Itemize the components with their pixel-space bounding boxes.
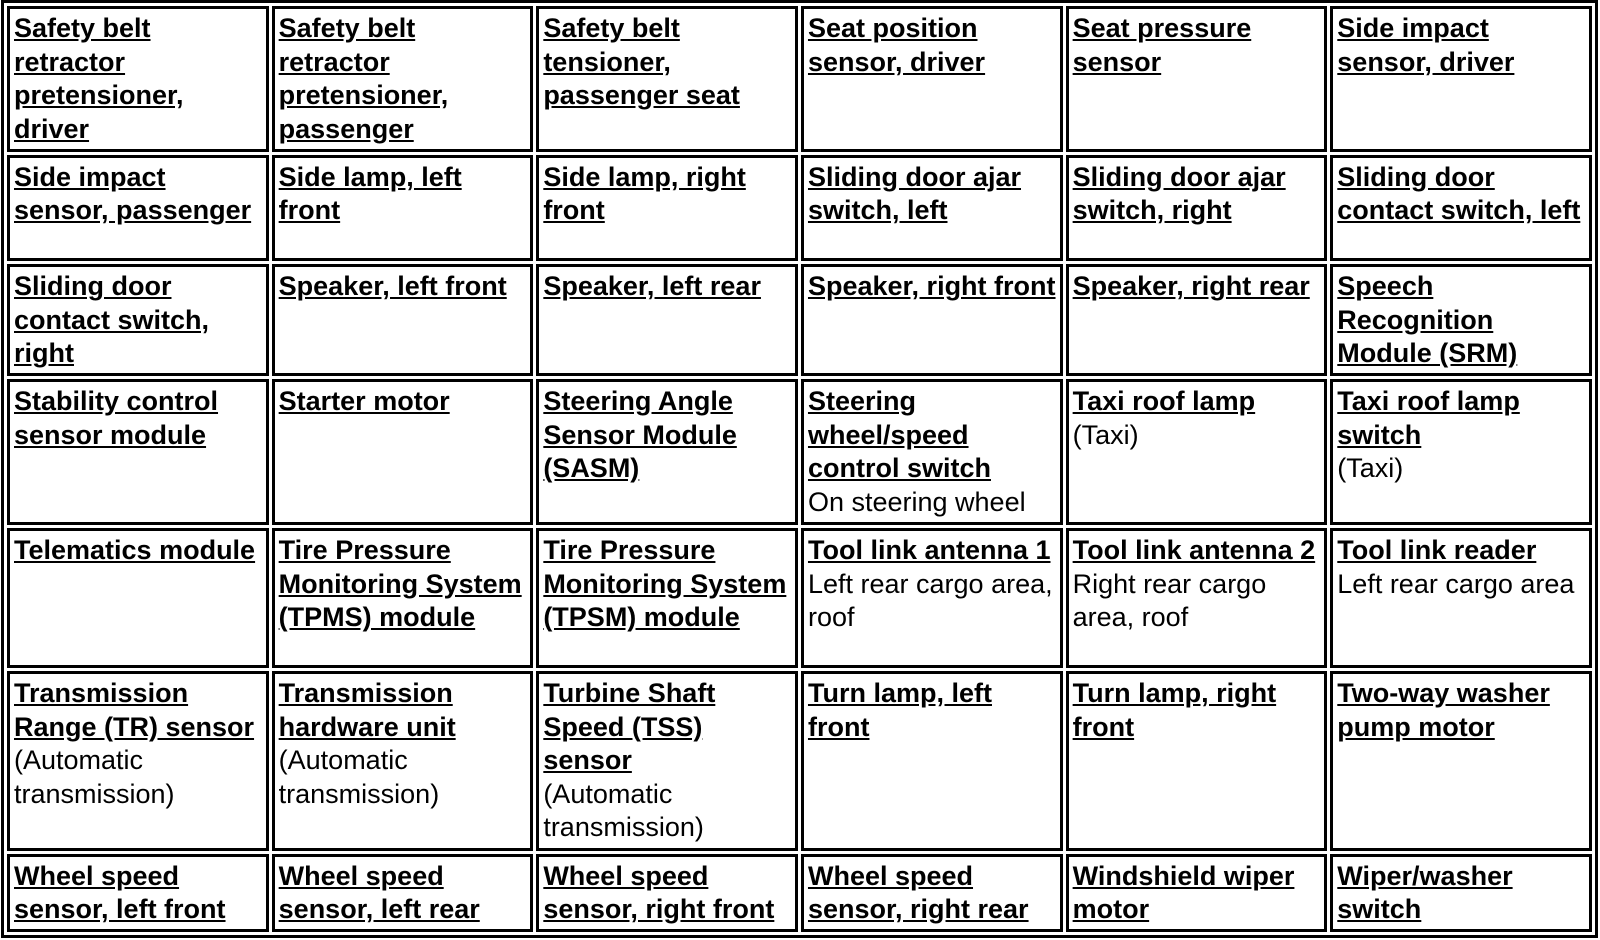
table-cell xyxy=(1330,264,1592,376)
table-cell xyxy=(7,379,269,525)
table-cell xyxy=(272,6,534,152)
table-cell xyxy=(1330,671,1592,850)
table-row xyxy=(7,264,1592,376)
table-cell xyxy=(7,854,269,932)
component-location-table-frame xyxy=(1,0,1598,938)
table-cell xyxy=(801,671,1063,850)
component-link[interactable]: Speaker, left front xyxy=(278,271,507,302)
table-cell xyxy=(272,671,534,850)
table-row xyxy=(7,528,1592,668)
table-cell xyxy=(272,379,534,525)
table-cell xyxy=(1066,528,1328,668)
component-link[interactable]: Speech Recognition Module (SRM) xyxy=(1337,271,1518,369)
component-link[interactable]: Wiper/washer switch xyxy=(1337,860,1513,925)
component-link[interactable]: Telematics module xyxy=(14,535,256,566)
component-link[interactable]: Speaker, right front xyxy=(807,271,1056,302)
table-cell xyxy=(7,6,269,152)
component-link[interactable]: Sliding door contact switch, right xyxy=(14,271,210,369)
component-location-table xyxy=(4,3,1595,935)
table-cell xyxy=(272,528,534,668)
component-link[interactable]: Sliding door ajar switch, left xyxy=(807,161,1021,226)
component-note: On steering wheel xyxy=(807,486,1026,517)
table-cell xyxy=(1330,379,1592,525)
component-link[interactable]: Steering Angle Sensor Module (SASM) xyxy=(543,386,737,484)
component-link[interactable]: Tire Pressure Monitoring System (TPMS) module xyxy=(278,535,522,633)
table-cell xyxy=(801,264,1063,376)
component-link[interactable]: Side impact sensor, passenger xyxy=(14,161,252,226)
table-cell xyxy=(536,6,798,152)
component-note: (Taxi) xyxy=(1337,453,1404,484)
table-cell xyxy=(536,264,798,376)
component-note: (Automatic transmission) xyxy=(14,745,175,809)
table-row xyxy=(7,671,1592,850)
component-link[interactable]: Safety belt retractor pretensioner, passenger xyxy=(278,13,449,144)
component-link[interactable]: Seat position sensor, driver xyxy=(807,13,986,77)
component-link[interactable]: Sliding door ajar switch, right xyxy=(1072,161,1286,226)
component-link[interactable]: Safety belt retractor pretensioner, driver xyxy=(14,13,184,144)
table-cell xyxy=(1330,528,1592,668)
component-link[interactable]: Tire Pressure Monitoring System (TPSM) module xyxy=(543,535,787,633)
component-link[interactable]: Transmission Range (TR) sensor xyxy=(14,678,255,742)
component-link[interactable]: Taxi roof lamp switch xyxy=(1337,386,1520,450)
table-row xyxy=(7,155,1592,262)
component-link[interactable]: Two-way washer pump motor xyxy=(1337,678,1550,742)
table-cell xyxy=(801,854,1063,932)
table-cell xyxy=(272,854,534,932)
component-link[interactable]: Stability control sensor module xyxy=(14,386,219,450)
table-cell xyxy=(7,671,269,850)
component-link[interactable]: Taxi roof lamp xyxy=(1072,386,1256,417)
table-cell xyxy=(801,379,1063,525)
table-cell xyxy=(801,155,1063,262)
component-note: (Automatic transmission) xyxy=(278,745,440,809)
component-link[interactable]: Wheel speed sensor, right rear xyxy=(807,860,1029,925)
component-link[interactable]: Speaker, right rear xyxy=(1072,271,1310,302)
component-link[interactable]: Wheel speed sensor, left front xyxy=(14,860,226,925)
table-cell xyxy=(536,528,798,668)
table-cell xyxy=(1066,155,1328,262)
table-cell xyxy=(272,155,534,262)
component-link[interactable]: Side lamp, left front xyxy=(278,161,462,226)
component-link[interactable]: Sliding door contact switch, left xyxy=(1337,161,1581,226)
table-cell xyxy=(7,264,269,376)
component-link[interactable]: Tool link antenna 2 xyxy=(1072,535,1316,566)
table-cell xyxy=(1066,854,1328,932)
table-cell xyxy=(1330,854,1592,932)
component-link[interactable]: Side impact sensor, driver xyxy=(1337,13,1515,77)
component-link[interactable]: Wheel speed sensor, right front xyxy=(543,860,775,925)
table-row xyxy=(7,379,1592,525)
component-note: Left rear cargo area, roof xyxy=(807,568,1053,633)
component-link[interactable]: Wheel speed sensor, left rear xyxy=(278,860,480,925)
table-cell xyxy=(1330,155,1592,262)
table-cell xyxy=(1066,379,1328,525)
table-cell xyxy=(536,379,798,525)
table-cell xyxy=(536,854,798,932)
component-note: (Automatic transmission) xyxy=(543,778,704,843)
table-cell xyxy=(801,6,1063,152)
table-cell xyxy=(1066,6,1328,152)
table-cell xyxy=(7,155,269,262)
table-cell xyxy=(1066,264,1328,376)
table-cell xyxy=(272,264,534,376)
component-link[interactable]: Side lamp, right front xyxy=(543,161,746,226)
table-cell xyxy=(801,528,1063,668)
table-cell xyxy=(7,528,269,668)
component-link[interactable]: Speaker, left rear xyxy=(543,271,761,302)
table-cell xyxy=(1330,6,1592,152)
component-link[interactable]: Safety belt tensioner, passenger seat xyxy=(543,13,740,110)
component-link[interactable]: Turbine Shaft Speed (TSS) sensor xyxy=(543,678,716,776)
table-cell xyxy=(536,671,798,850)
component-link[interactable]: Steering wheel/speed control switch xyxy=(807,386,991,484)
component-note: Right rear cargo area, roof xyxy=(1072,568,1267,633)
component-link[interactable]: Windshield wiper motor xyxy=(1072,860,1295,925)
component-link[interactable]: Turn lamp, left front xyxy=(807,678,992,742)
table-row xyxy=(7,854,1592,932)
component-note: Left rear cargo area xyxy=(1337,568,1575,599)
component-link[interactable]: Tool link reader xyxy=(1337,535,1537,566)
component-link[interactable]: Seat pressure sensor xyxy=(1072,13,1252,77)
table-cell xyxy=(1066,671,1328,850)
table-cell xyxy=(536,155,798,262)
table-row xyxy=(7,6,1592,152)
component-note: (Taxi) xyxy=(1072,419,1139,450)
component-link[interactable]: Starter motor xyxy=(278,386,450,417)
component-link[interactable]: Transmission hardware unit xyxy=(278,678,456,742)
component-link[interactable]: Tool link antenna 1 xyxy=(807,535,1051,566)
component-link[interactable]: Turn lamp, right front xyxy=(1072,678,1277,742)
